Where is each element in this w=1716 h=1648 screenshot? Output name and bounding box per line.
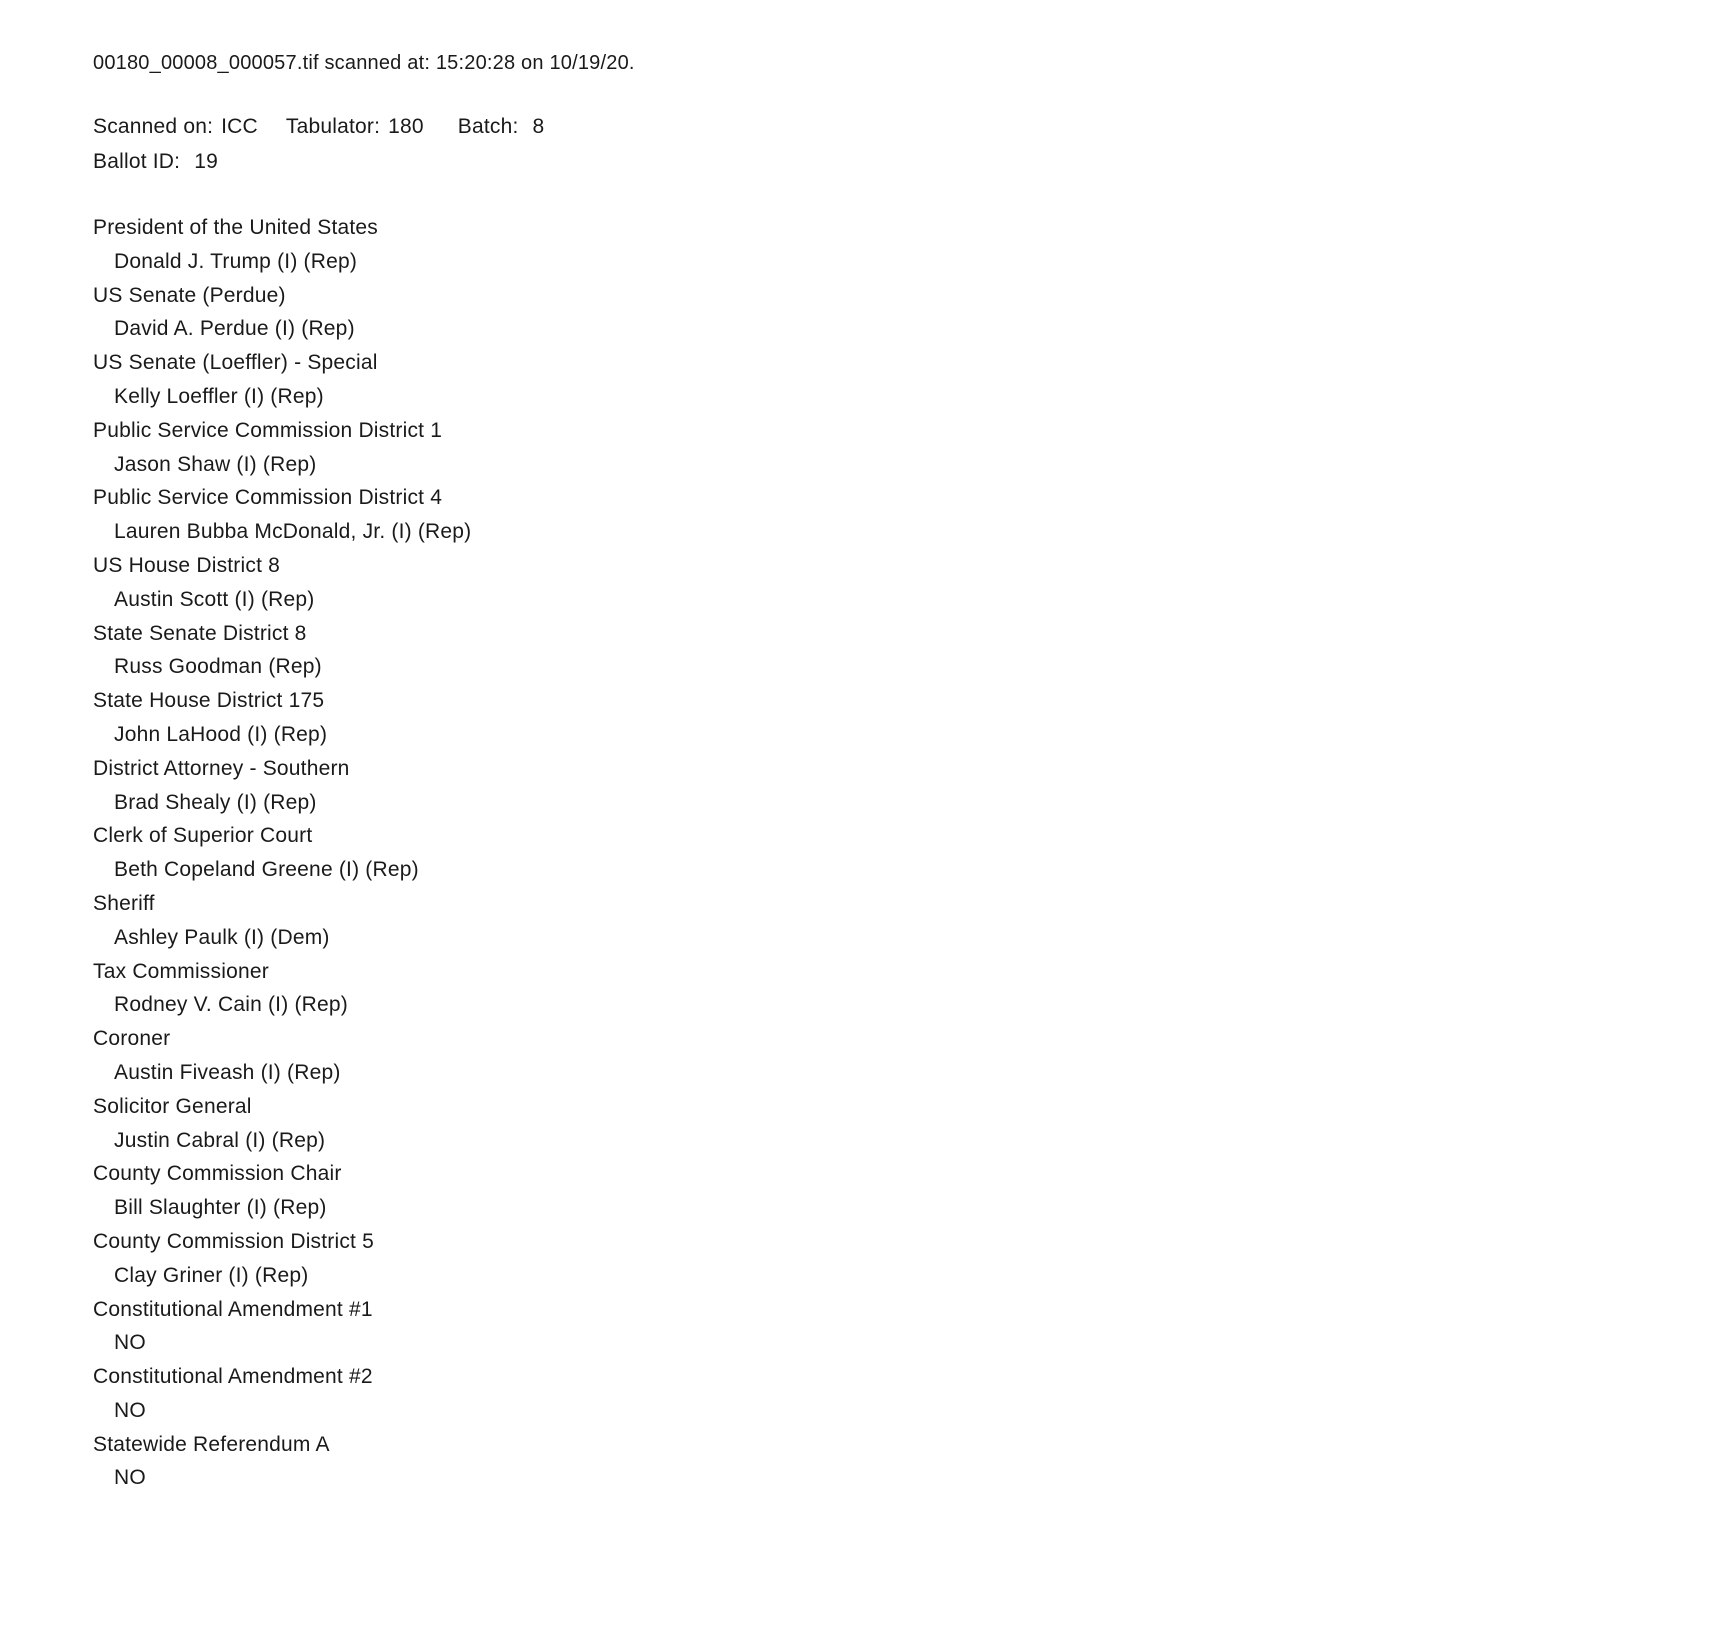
ballot-id-label: Ballot ID: <box>93 150 181 173</box>
contest-title: Public Service Commission District 4 <box>93 486 443 510</box>
contest-selection: NO <box>114 1466 146 1490</box>
scan-filename-line: 00180_00008_000057.tif scanned at: 15:20:28 on 10/19/20. <box>93 52 635 74</box>
contest-selection: Russ Goodman (Rep) <box>114 655 322 679</box>
contest-title: Solicitor General <box>93 1094 252 1118</box>
contest-title: Coroner <box>93 1027 171 1051</box>
contest-title: Clerk of Superior Court <box>93 824 313 848</box>
ballot-id-line <box>93 144 1656 179</box>
contest-title: Constitutional Amendment #2 <box>93 1365 373 1389</box>
batch-value: 8 <box>532 115 545 138</box>
tabulator-label: Tabulator: <box>285 115 381 138</box>
contest-title: County Commission Chair <box>93 1162 342 1186</box>
contest-title: Tax Commissioner <box>93 959 269 983</box>
contest-title: State Senate District 8 <box>93 621 307 645</box>
scanned-on-value: ICC <box>221 115 258 138</box>
contest-selection: Austin Scott (I) (Rep) <box>114 587 315 611</box>
contest-title: Statewide Referendum A <box>93 1432 330 1456</box>
contest-selection: John LaHood (I) (Rep) <box>114 722 328 746</box>
contest-selection: NO <box>114 1331 146 1355</box>
contest-list <box>93 211 1656 1495</box>
contest-selection: Jason Shaw (I) (Rep) <box>114 452 317 476</box>
contest-selection: Austin Fiveash (I) (Rep) <box>114 1060 341 1084</box>
contest-title: US Senate (Loeffler) - Special <box>93 351 378 375</box>
scan-meta-line <box>93 109 1656 144</box>
contest-title: US Senate (Perdue) <box>93 283 286 307</box>
contest-selection: Rodney V. Cain (I) (Rep) <box>114 993 348 1017</box>
contest-title: Sheriff <box>93 891 155 915</box>
contest-selection: Kelly Loeffler (I) (Rep) <box>114 384 324 408</box>
contest-title: President of the United States <box>93 216 378 239</box>
batch-label: Batch: <box>457 115 519 138</box>
tabulator-value: 180 <box>388 115 424 138</box>
contest-title: County Commission District 5 <box>93 1229 374 1253</box>
contest-title: State House District 175 <box>93 689 325 713</box>
contest-selection: Brad Shealy (I) (Rep) <box>114 790 317 814</box>
scanned-on-label: Scanned on: <box>93 115 214 138</box>
contest-selection: Donald J. Trump (I) (Rep) <box>114 249 358 273</box>
contest-selection: Beth Copeland Greene (I) (Rep) <box>114 858 419 882</box>
contest-selection: Clay Griner (I) (Rep) <box>114 1263 309 1287</box>
contest-selection: Ashley Paulk (I) (Dem) <box>114 925 330 949</box>
contest-selection: Bill Slaughter (I) (Rep) <box>114 1196 327 1220</box>
contest-title: Constitutional Amendment #1 <box>93 1297 373 1321</box>
contest-selection: David A. Perdue (I) (Rep) <box>114 317 355 341</box>
contest-title: District Attorney - Southern <box>93 756 350 780</box>
ballot-id-value: 19 <box>194 150 218 173</box>
contest-selection: Justin Cabral (I) (Rep) <box>114 1128 326 1152</box>
contest-title: US House District 8 <box>93 553 281 577</box>
contest-selection: Lauren Bubba McDonald, Jr. (I) (Rep) <box>114 520 472 544</box>
contest-selection: NO <box>114 1398 146 1422</box>
contest-title: Public Service Commission District 1 <box>93 418 443 442</box>
